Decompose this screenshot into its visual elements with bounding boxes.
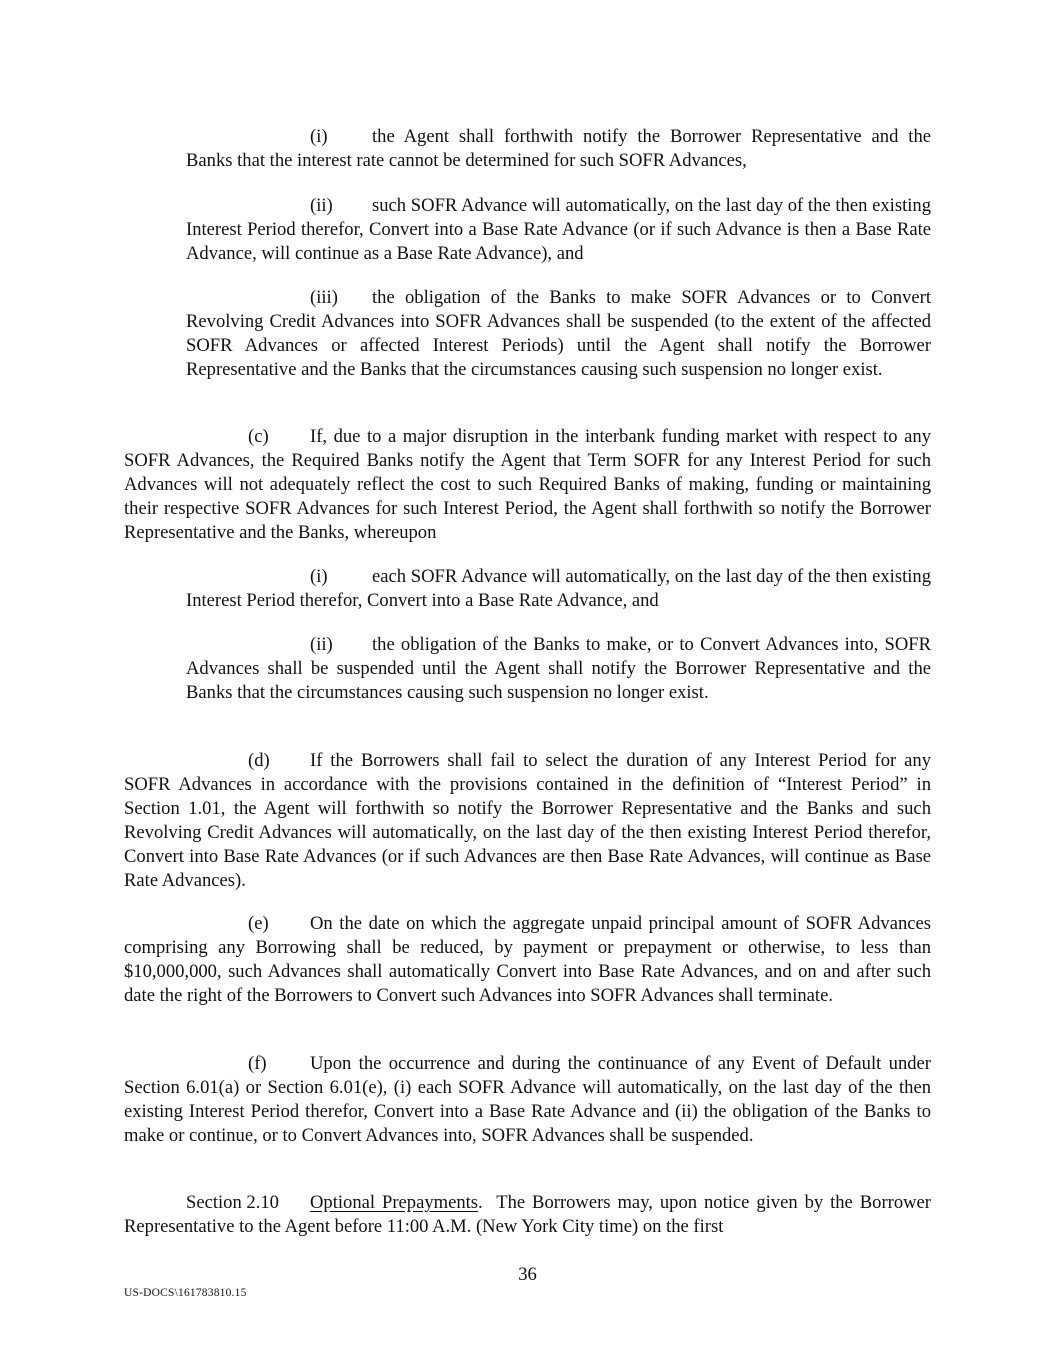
paragraph-b-i — [186, 125, 931, 173]
page-number: 36 — [518, 1264, 537, 1285]
paragraph-text: On the date on which the aggregate unpaid principal amount of SOFR Advances comprising any Borrowing shall be reduced, by payment or prepayment or otherwise, to less than $10,000,000, such Advances shall automatically Convert into Base Rate Advances, and on and after such date the right of the Borrowers to Convert such Advances into SOFR Advances shall terminate. — [124, 913, 931, 1006]
paragraph-section-2-10: Section 2.10 Optional Prepayments. The Borrowers may, upon notice given by the Borrower Representative to the Agent before 11:00 A.M. (New York City time) on the first — [124, 1192, 931, 1237]
paragraph-d — [124, 749, 931, 893]
paragraph-c-ii — [186, 633, 931, 705]
paragraph-text: the Agent shall forthwith notify the Borrower Representative and the Banks that the interest rate cannot be determined for such SOFR Advances, — [186, 126, 931, 171]
paragraph-f — [124, 1052, 931, 1148]
paragraph-c — [124, 425, 931, 545]
paragraph-label: (f) — [248, 1053, 267, 1074]
paragraph-label: (ii) — [310, 195, 333, 216]
paragraph-label: (i) — [310, 566, 328, 587]
section-number: Section 2.10 — [186, 1192, 279, 1213]
paragraph-text: the obligation of the Banks to make SOFR Advances or to Convert Revolving Credit Advances into SOFR Advances shall be suspended (to the extent of the affected SOFR Advances or affected Interest Periods) until the Agent shall notify the Borrower Representative and the Banks that the circumstances causing such suspension no longer exist. — [186, 287, 931, 380]
paragraph-label: (i) — [310, 126, 328, 147]
paragraph-c-i — [186, 565, 931, 613]
paragraph-text: each SOFR Advance will automatically, on the last day of the then existing Interest Period therefor, Convert into a Base Rate Advance, and — [186, 566, 931, 611]
section-heading: Optional Prepayments — [310, 1192, 479, 1213]
paragraph-text: Upon the occurrence and during the continuance of any Event of Default under Section 6.01(a) or Section 6.01(e), (i) each SOFR Advance will automatically, on the last day of the then existing Interest Period therefor, Convert into a Base Rate Advance and (ii) the obligation of the Banks to make or continue, or to Convert Advances into, SOFR Advances shall be suspended. — [124, 1053, 931, 1146]
paragraph-label: (e) — [248, 913, 269, 934]
document-id: US-DOCS\161783810.15 — [124, 1287, 247, 1299]
paragraph-text: If, due to a major disruption in the interbank funding market with respect to any SOFR Advances, the Required Banks notify the Agent that Term SOFR for any Interest Period for such Advances will not adequately reflect the cost to such Required Banks of making, funding or maintaining their respective SOFR Advances for such Interest Period, the Agent shall forthwith so notify the Borrower Representative and the Banks, whereupon — [124, 426, 931, 543]
paragraph-e — [124, 912, 931, 1008]
paragraph-b-iii — [186, 286, 931, 382]
paragraph-text: the obligation of the Banks to make, or to Convert Advances into, SOFR Advances shall be suspended until the Agent shall notify the Borrower Representative and the Banks that the circumstances causing such suspension no longer exist. — [186, 634, 931, 703]
paragraph-label: (d) — [248, 750, 270, 771]
paragraph-text: The Borrowers may, upon notice given by the Borrower Representative to the Agent before 11:00 A.M. (New York City time) on the first — [124, 1192, 931, 1237]
paragraph-label: (c) — [248, 426, 269, 447]
paragraph-label: (ii) — [310, 634, 333, 655]
paragraph-text: If the Borrowers shall fail to select the duration of any Interest Period for any SOFR Advances in accordance with the provisions contained in the definition of “Interest Period” in Section 1.01, the Agent will forthwith so notify the Borrower Representative and the Banks and such Revolving Credit Advances will automatically, on the last day of the then existing Interest Period therefor, Convert into Base Rate Advances (or if such Advances are then Base Rate Advances, will continue as Base Rate Advances). — [124, 750, 931, 891]
paragraph-label: (iii) — [310, 287, 338, 308]
paragraph-text: such SOFR Advance will automatically, on the last day of the then existing Interest Period therefor, Convert into a Base Rate Advance (or if such Advance is then a Base Rate Advance, will continue as a Base Rate Advance), and — [186, 195, 931, 264]
paragraph-b-ii — [186, 194, 931, 266]
